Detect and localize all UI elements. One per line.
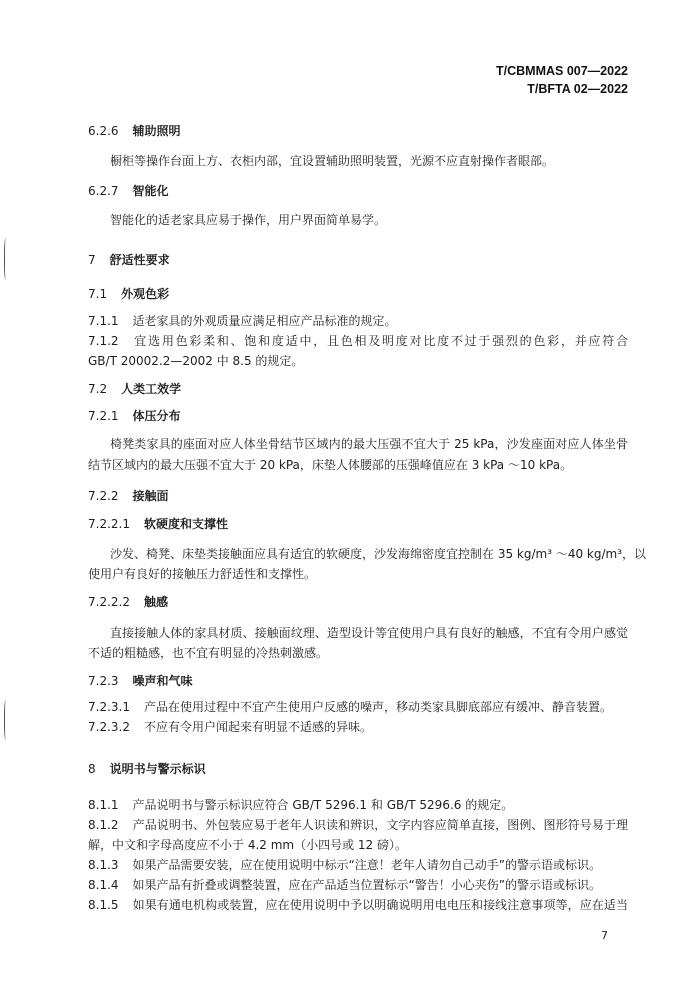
clause-number: 8.1.2: [88, 818, 119, 832]
clause-text: 如果有通电机构或装置，应在使用说明中予以明确说明用电电压和接线注意事项等，应在适当: [132, 898, 628, 912]
heading-8: [88, 761, 206, 777]
paragraph-continuation: 不适的粗糙感，也不宜有明显的冷热刺激感。: [88, 646, 329, 660]
standard-number-secondary: T/BFTA 02—2022: [527, 82, 628, 96]
clause-title: 辅助照明: [132, 124, 181, 138]
clause-number: 8.1.4: [88, 878, 119, 892]
clause-number: 8.1.5: [88, 898, 119, 912]
clause-8-1-3: [88, 857, 601, 873]
clause-number: 8.1.1: [88, 798, 119, 812]
clause-number: 6.2.7: [88, 184, 119, 198]
clause-title: 外观色彩: [121, 287, 170, 301]
heading-6-2-6: [88, 123, 181, 139]
clause-number: 6.2.6: [88, 124, 119, 138]
clause-number: 7.2.3.1: [88, 700, 130, 714]
heading-6-2-7: [88, 183, 169, 199]
scan-edge-mark: [4, 700, 8, 740]
clause-number: 7.2.1: [88, 409, 119, 423]
paragraph: 橱柜等操作台面上方、衣柜内部，宜设置辅助照明装置，光源不应直射操作者眼部。: [110, 154, 555, 168]
clause-title: 软硬度和支撑性: [143, 517, 228, 531]
clause-text: 产品说明书、外包装应易于老年人识读和辨识，文字内容应简单直接，图例、图形符号易于理: [132, 818, 628, 832]
clause-number: 7.1.2: [88, 334, 119, 348]
clause-7-1-2: [88, 333, 628, 349]
clause-number: 7.2.2.1: [88, 517, 130, 531]
heading-7: [88, 252, 170, 268]
clause-8-1-4: [88, 877, 601, 893]
clause-number: 7.1: [88, 287, 108, 301]
heading-7-2-2-2: [88, 594, 168, 610]
heading-7-2-3: [88, 673, 193, 689]
clause-title: 接触面: [132, 489, 169, 503]
clause-number: 7.2.3: [88, 674, 119, 688]
paragraph: 椅凳类家具的座面对应人体坐骨结节区域内的最大压强不宜大于 25 kPa，沙发座面对应人体坐骨: [110, 437, 628, 451]
clause-text: 宜选用色彩柔和、饱和度适中，且色相及明度对比度不过于强烈的色彩，并应符合: [132, 334, 628, 348]
clause-number: 7: [88, 253, 96, 267]
clause-title: 说明书与警示标识: [109, 762, 206, 776]
heading-7-1: [88, 286, 169, 302]
clause-number: 8.1.3: [88, 858, 119, 872]
clause-number: 8: [88, 762, 96, 776]
paragraph: 智能化的适老家具应易于操作，用户界面简单易学。: [110, 213, 387, 227]
paragraph-continuation: 使用户有良好的接触压力舒适性和支撑性。: [88, 567, 317, 581]
clause-title: 噪声和气味: [132, 674, 193, 688]
heading-7-2-2-1: [88, 516, 228, 532]
clause-title: 舒适性要求: [109, 253, 170, 267]
clause-title: 智能化: [132, 184, 169, 198]
clause-text: 产品在使用过程中不宜产生使用户反感的噪声，移动类家具脚底部应有缓冲、静音装置。: [143, 700, 612, 714]
clause-text: 产品说明书与警示标识应符合 GB/T 5296.1 和 GB/T 5296.6 的规定。: [132, 798, 514, 812]
paragraph-continuation: 结节区域内的最大压强不宜大于 20 kPa，床垫人体腰部的压强峰值应在 3 kPa ～10 kPa。: [88, 458, 573, 472]
clause-text: 如果产品有折叠或调整装置，应在产品适当位置标示“警告！小心夹伤”的警示语或标识。: [132, 878, 601, 892]
clause-number: 7.2: [88, 382, 108, 396]
clause-text: 如果产品需要安装，应在使用说明中标示“注意！老年人请勿自己动手”的警示语或标识。: [132, 858, 601, 872]
page-number: 7: [601, 929, 608, 942]
clause-number: 7.2.3.2: [88, 720, 130, 734]
clause-number: 7.1.1: [88, 314, 119, 328]
clause-title: 触感: [143, 595, 168, 609]
clause-7-1-1: [88, 313, 397, 329]
paragraph: 沙发、椅凳、床垫类接触面应具有适宜的软硬度，沙发海绵密度宜控制在 35 kg/m³ ～40 kg/m³，以: [110, 547, 647, 561]
paragraph: 直接接触人体的家具材质、接触面纹理、造型设计等宜使用户具有良好的触感，不宜有令用户感觉: [110, 626, 628, 640]
heading-7-2-2: [88, 488, 169, 504]
clause-8-1-2: [88, 817, 628, 833]
clause-7-2-3-2: [88, 719, 372, 735]
clause-title: 人类工效学: [121, 382, 182, 396]
clause-8-1-1: [88, 797, 513, 813]
clause-title: 体压分布: [132, 409, 181, 423]
heading-7-2: [88, 381, 181, 397]
clause-number: 7.2.2: [88, 489, 119, 503]
clause-text: 不应有令用户闻起来有明显不适感的异味。: [143, 720, 372, 734]
clause-8-1-5: [88, 897, 628, 913]
paragraph-continuation: 解，中文和字母高度应不小于 4.2 mm（小四号或 12 磅）。: [88, 838, 407, 852]
clause-text: 适老家具的外观质量应满足相应产品标准的规定。: [132, 314, 397, 328]
clause-number: 7.2.2.2: [88, 595, 130, 609]
paragraph-continuation: GB/T 20002.2—2002 中 8.5 的规定。: [88, 354, 304, 368]
heading-7-2-1: [88, 408, 181, 424]
standard-number-primary: T/CBMMAS 007—2022: [496, 64, 628, 78]
clause-7-2-3-1: [88, 699, 612, 715]
scan-edge-mark: [4, 238, 8, 280]
